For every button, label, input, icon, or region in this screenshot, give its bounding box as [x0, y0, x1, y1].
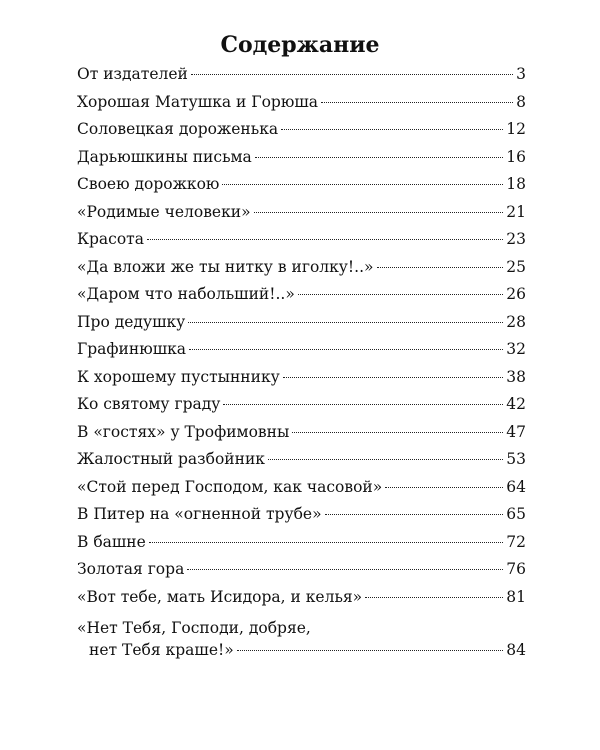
toc-entry-page: 25 — [506, 257, 526, 276]
toc-entry — [77, 367, 526, 395]
toc-entry-page: 76 — [506, 560, 526, 578]
leader-dots — [281, 129, 503, 130]
toc-entry-page: 53 — [506, 450, 526, 468]
toc-entry — [77, 312, 526, 340]
toc-entry-page: 23 — [506, 230, 526, 248]
toc-entry — [77, 477, 526, 505]
toc-entry-line2 — [77, 639, 526, 661]
leader-dots — [222, 184, 503, 185]
leader-dots — [292, 432, 503, 433]
leader-dots — [254, 212, 504, 213]
toc-entry-title: Про дедушку — [77, 312, 186, 331]
leader-dots — [377, 267, 504, 268]
toc-entry-title: «Родимые человеки» — [77, 202, 251, 221]
toc-entry — [77, 422, 526, 450]
toc-entry — [77, 284, 526, 312]
toc-entry-page: 18 — [506, 175, 526, 193]
leader-dots — [191, 74, 513, 75]
leader-dots — [223, 404, 503, 405]
toc-entry — [77, 532, 526, 560]
toc-entry — [77, 174, 526, 202]
toc-entry — [77, 92, 526, 120]
leader-dots — [188, 322, 503, 323]
toc-entry-title: «Даром что набольший!..» — [77, 285, 295, 303]
toc-entry — [77, 449, 526, 477]
toc-entry-title-line1: «Нет Тебя, Господи, добряе, — [77, 619, 311, 637]
toc-entry-title: Жалостный разбойник — [77, 450, 265, 468]
toc-entry-page: 65 — [506, 505, 526, 523]
toc-entry-title: Хорошая Матушка и Горюша — [77, 92, 318, 111]
toc-entry-page: 28 — [506, 312, 526, 331]
leader-dots — [325, 514, 504, 515]
toc-entry-title: «Вот тебе, мать Исидора, и келья» — [77, 587, 363, 606]
leader-dots — [189, 349, 503, 350]
leader-dots — [237, 650, 504, 651]
leader-dots — [147, 239, 503, 240]
toc-entry — [77, 229, 526, 257]
toc-entry-title-line2: нет Тебя краше!» — [89, 641, 234, 659]
toc-entry-title: Соловецкая дороженька — [77, 120, 279, 138]
toc-entry-title: Ко святому граду — [77, 395, 221, 413]
leader-dots — [385, 487, 503, 488]
toc-entry-title: Своею дорожкою — [77, 175, 220, 193]
toc-entry-title: Красота — [77, 230, 144, 248]
leader-dots — [283, 377, 503, 378]
leader-dots — [149, 542, 503, 543]
toc-entry-multiline — [77, 614, 526, 669]
toc-entry — [77, 257, 526, 285]
toc-entry-page: 38 — [506, 367, 526, 386]
toc-entry-page: 26 — [506, 285, 526, 303]
toc-entry — [77, 202, 526, 230]
leader-dots — [365, 597, 503, 598]
toc-entry — [77, 339, 526, 367]
toc-entry-title: «Стой перед Господом, как часовой» — [77, 477, 383, 496]
toc-entry-title: Золотая гора — [77, 560, 185, 578]
toc-entry-page: 3 — [516, 65, 526, 83]
table-of-contents — [77, 64, 526, 669]
toc-entry-page: 64 — [506, 477, 526, 496]
toc-entry — [77, 64, 526, 92]
toc-entry-title: К хорошему пустыннику — [77, 367, 280, 386]
toc-entry — [77, 587, 526, 615]
toc-entry-title: От издателей — [77, 65, 188, 83]
toc-entry — [77, 119, 526, 147]
toc-entry — [77, 504, 526, 532]
toc-entry-title: Дарьюшкины письма — [77, 147, 252, 166]
page-title: Содержание — [220, 32, 380, 58]
toc-entry-page: 32 — [506, 340, 526, 358]
leader-dots — [268, 459, 503, 460]
leader-dots — [187, 569, 503, 570]
leader-dots — [255, 157, 503, 158]
toc-entry-page: 42 — [506, 395, 526, 413]
toc-entry-page: 47 — [506, 422, 526, 441]
toc-entry — [77, 559, 526, 587]
toc-entry-page: 16 — [506, 147, 526, 166]
toc-entry-page: 81 — [506, 587, 526, 606]
toc-entry-title: В башне — [77, 532, 146, 551]
toc-entry — [77, 394, 526, 422]
toc-entry-page: 84 — [506, 641, 526, 659]
toc-entry-page: 8 — [516, 92, 526, 111]
toc-entry — [77, 147, 526, 175]
toc-entry-title: В Питер на «огненной трубе» — [77, 505, 322, 523]
toc-entry-title: В «гостях» у Трофимовны — [77, 422, 290, 441]
toc-entry-page: 21 — [506, 202, 526, 221]
toc-entry-title: «Да вложи же ты нитку в иголку!..» — [77, 257, 374, 276]
toc-entry-page: 72 — [506, 532, 526, 551]
leader-dots — [321, 102, 513, 103]
toc-entry-title: Графинюшка — [77, 340, 187, 358]
toc-entry-page: 12 — [506, 120, 526, 138]
leader-dots — [298, 294, 503, 295]
